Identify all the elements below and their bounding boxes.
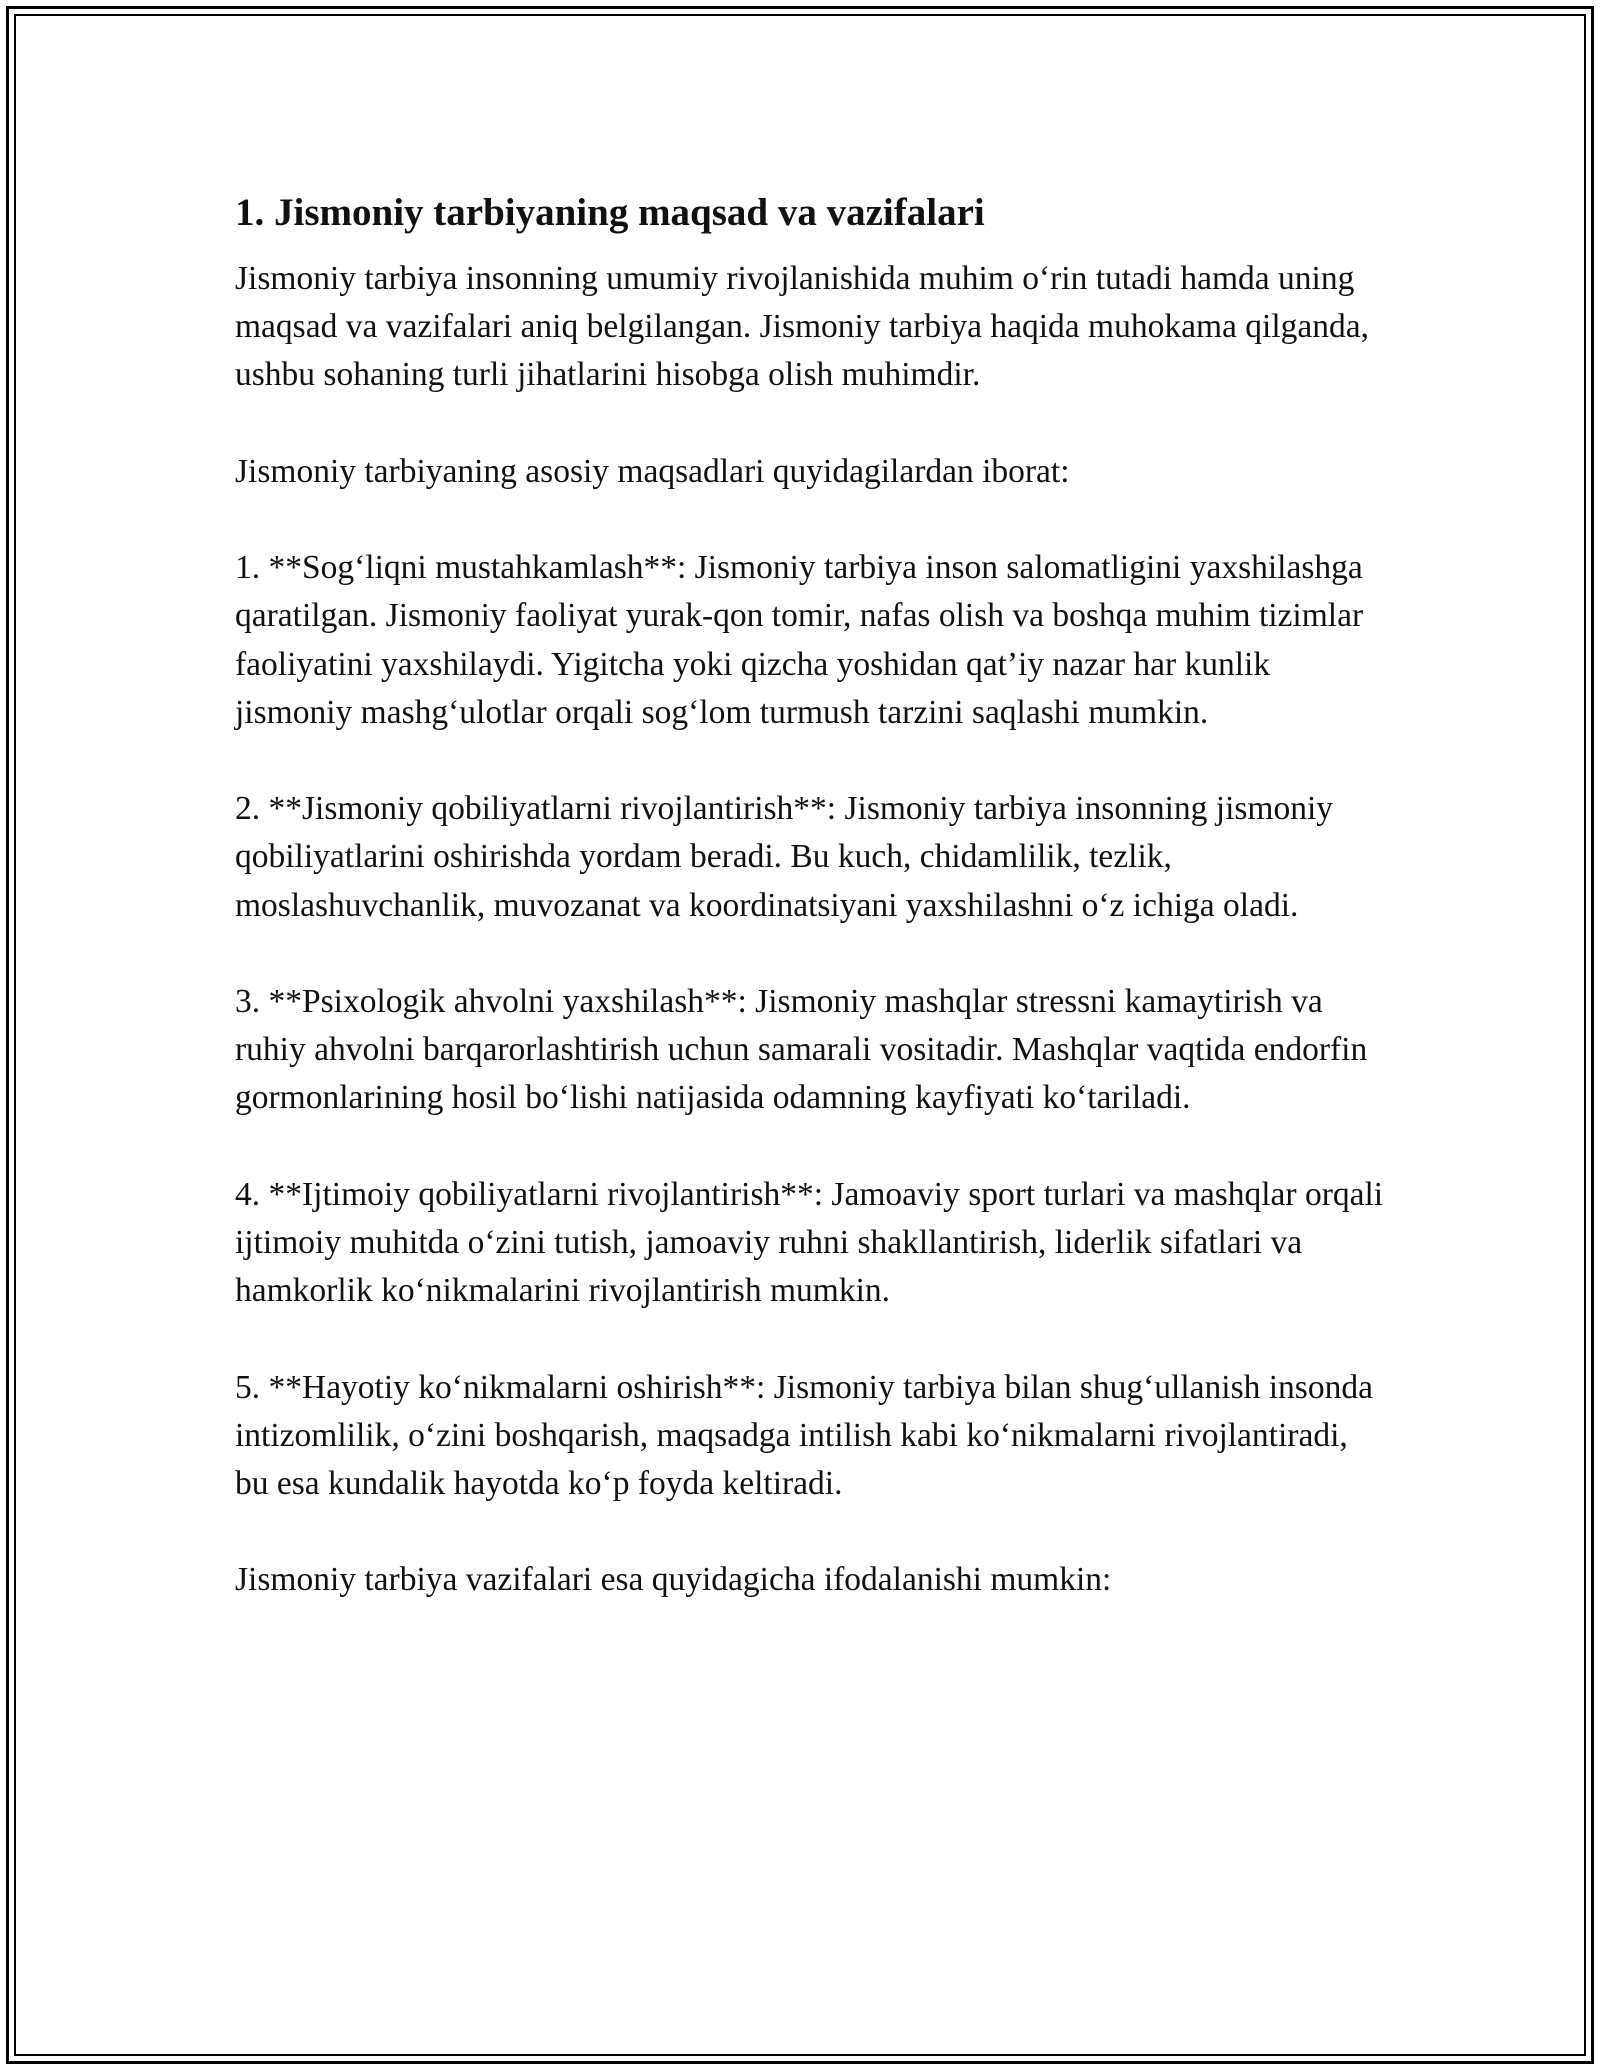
goal-item-3: 3. **Psixologik ahvolni yaxshilash**: Jismoniy mashqlar stressni kamaytirish va ruhiy ahvolni barqarorlashtirish uchun samarali vositadir. Mashqlar vaqtida endorfin gormonlarining hosil bo‘lishi natijasida odamning kayfiyati ko‘tariladi. [235, 982, 1368, 1117]
goal-item-5: 5. **Hayotiy ko‘nikmalarni oshirish**: Jismoniy tarbiya bilan shug‘ullanish insonda intizomlilik, o‘zini boshqarish, maqsadga intilish kabi ko‘nikmalarni rivojlantiradi, bu esa kundalik hayotda ko‘p foyda keltiradi. [235, 1368, 1373, 1502]
goal-item-2: 2. **Jismoniy qobiliyatlarni rivojlantirish**: Jismoniy tarbiya insonning jismoniy qobiliyatlarini oshirishda yordam beradi. Bu kuch, chidamlilik, tezlik, moslashuvchanlik, muvozanat va koordinatsiyani yaxshilashni o‘z ichiga oladi. [235, 790, 1334, 924]
intro-paragraph: Jismoniy tarbiya insonning umumiy rivojlanishida muhim o‘rin tutadi hamda uning maqsad va vazifalari aniq belgilangan. Jismoniy tarbiya haqida muhokama qilganda, ushbu sohaning turli jihatlarini hisobga olish muhimdir. [235, 260, 1369, 394]
goals-lead-paragraph: Jismoniy tarbiyaning asosiy maqsadlari quyidagilardan iborat: [235, 452, 1070, 490]
goal-item-4: 4. **Ijtimoiy qobiliyatlarni rivojlantirish**: Jamoaviy sport turlari va mashqlar orqali ijtimoiy muhitda o‘zini tutish, jamoaviy ruhni shakllantirish, liderlik sifatlari va hamkorlik ko‘nikmalarini rivojlantirish mumkin. [235, 1175, 1384, 1310]
goal-item-1: 1. **Sog‘liqni mustahkamlash**: Jismoniy tarbiya inson salomatligini yaxshilashga qaratilgan. Jismoniy faoliyat yurak-qon tomir, nafas olish va boshqa muhim tizimlar faoliyatini yaxshilaydi. Yigitcha yoki qizcha yoshidan qat’iy nazar har kunlik jismoniy mashg‘ulotlar orqali sog‘lom turmush tarzini saqlashi mumkin. [235, 549, 1364, 731]
document-title: 1. Jismoniy tarbiyaning maqsad va vazifalari [235, 191, 985, 234]
tasks-lead-paragraph: Jismoniy tarbiya vazifalari esa quyidagicha ifodalanishi mumkin: [235, 1561, 1112, 1599]
document-body [235, 185, 1385, 1653]
